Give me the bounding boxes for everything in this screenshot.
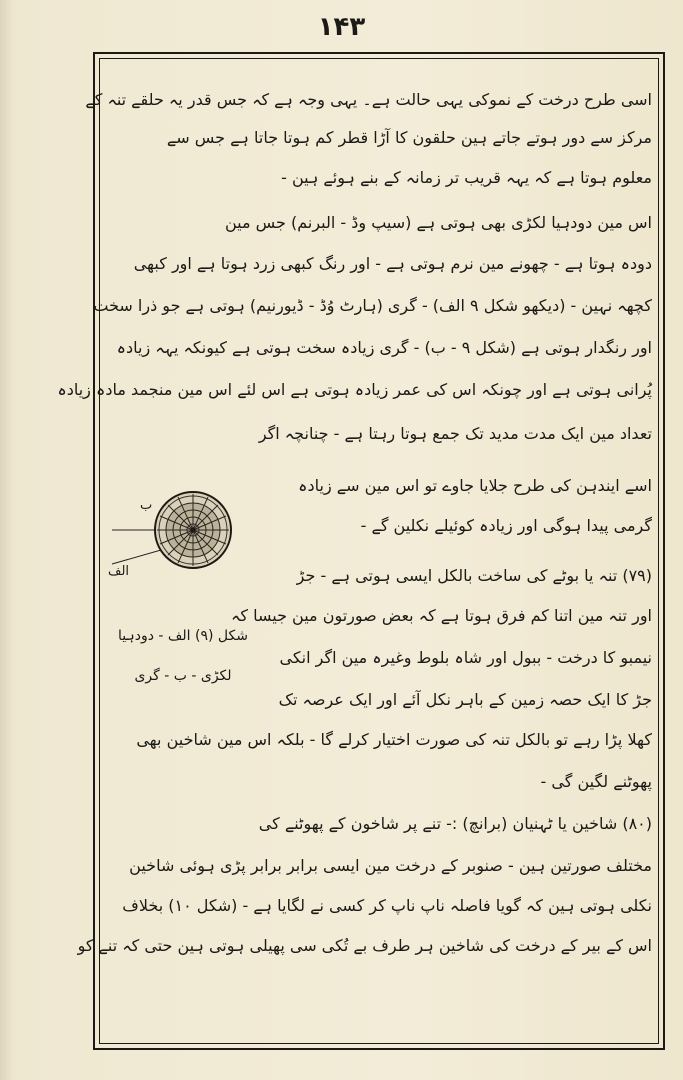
body-line: پُرانی ہوتی ہے اور چونکہ اس کی عمر زیادہ ہوتی ہے اس لئے اس مین منجمد مادہ زیادہ xyxy=(57,380,652,399)
body-line: نیمبو کا درخت - ببول اور شاہ بلوط وغیرہ مین اگر انکی xyxy=(279,648,652,667)
body-line: معلوم ہوتا ہے کہ یہہ قریب تر زمانہ کے بنے ہوئے ہین - xyxy=(281,168,652,187)
body-line: اس کے بیر کے درخت کی شاخین ہر طرف بے تُکی سی پھیلی ہوتی ہین حتی کہ تنے کو xyxy=(77,936,652,955)
body-line: اور رنگدار ہوتی ہے (شکل ۹ - ب) - گری زیادہ سخت ہوتی ہے کیونکہ یہہ زیادہ xyxy=(116,338,652,357)
pith xyxy=(191,528,196,533)
figure-label-a: الف xyxy=(108,564,130,579)
body-line: گرمی پیدا ہوگی اور زیادہ کوئیلے نکلین گے - xyxy=(360,516,652,535)
body-line: مرکز سے دور ہوتے جاتے ہین حلقون کا آڑا قطر کم ہوتا جاتا ہے جس سے xyxy=(166,128,652,147)
body-line: کھلا پڑا رہے تو بالکل تنہ کی صورت اختیار کرلے گا - بلکہ اس مین شاخین بھی xyxy=(136,730,652,749)
page-number: ۱۴۳ xyxy=(317,12,366,42)
figure-caption-line-1: شکل (۹) الف - دودہیا xyxy=(118,628,248,644)
body-line: جڑ کا ایک حصہ زمین کے باہر نکل آئے اور ایک عرصہ تک xyxy=(278,690,652,709)
body-line: اور تنہ مین اتنا کم فرق ہوتا ہے کہ بعض صورتون مین جیسا کہ xyxy=(231,606,652,625)
body-line: دودہ ہوتا ہے - چھونے مین نرم ہوتی ہے - اور رنگ کبھی زرد ہوتا ہے اور کبھی xyxy=(133,254,652,273)
log-cross-section-figure xyxy=(108,490,233,570)
log-cross-section-illustration xyxy=(108,490,233,570)
figure-leader-line-a xyxy=(112,548,168,564)
figure-caption-line-2: لکڑی - ب - گری xyxy=(134,668,232,684)
body-line: اسے ایندہن کی طرح جلایا جاوے تو اس مین سے زیادہ xyxy=(298,476,652,495)
body-line: (۸۰) شاخین یا ٹہنیان (برانچ) :- تنے پر شاخون کے پھوٹنے کی xyxy=(258,814,652,833)
figure-label-b: ب xyxy=(140,498,153,513)
body-line: مختلف صورتین ہین - صنوبر کے درخت مین ایسی برابر برابر پڑی ہوئی شاخین xyxy=(129,856,652,875)
body-line: اسی طرح درخت کے نموکی یہی حالت ہے۔ یہی وجہ ہے کہ جس قدر یہ حلقے تنہ کے xyxy=(85,90,652,109)
body-line: نکلی ہوتی ہین کہ گویا فاصلہ ناپ ناپ کر کسی نے لگایا ہے - (شکل ۱۰) بخلاف xyxy=(122,896,652,915)
body-line: اس مین دودہیا لکڑی بھی ہوتی ہے (سیپ وڈ - البرنم) جس مین xyxy=(224,213,652,232)
body-line: (۷۹) تنہ یا بوٹے کی ساخت بالکل ایسی ہوتی ہے - جڑ xyxy=(296,566,652,585)
body-line: کچھہ نہین - (دیکھو شکل ۹ الف) - گری (ہارٹ وُڈ - ڈیورنیم) ہوتی ہے جو ذرا سخت xyxy=(93,296,652,315)
body-line: تعداد مین ایک مدت مدید تک جمع ہوتا رہتا ہے - چنانچہ اگر xyxy=(258,424,652,443)
body-line: پھوٹنے لگین گی - xyxy=(540,772,652,791)
